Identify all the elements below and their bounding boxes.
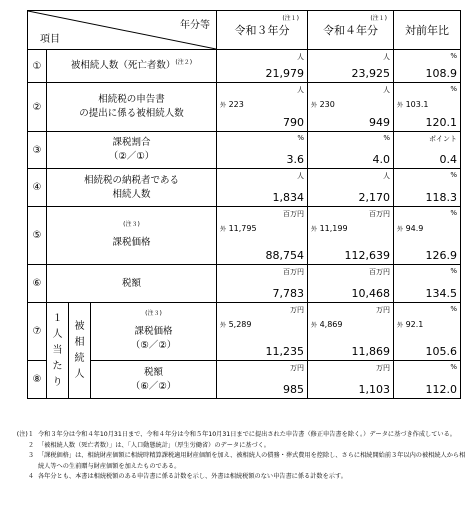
col-header-r3: (注１) 令和３年分 <box>217 11 308 50</box>
row-label: $^{(注3)}$ 課税価格 <box>47 207 217 265</box>
row-number: ⑧ <box>28 361 47 399</box>
value-cell: 万円 外 5,289 11,235 <box>217 303 308 361</box>
value-cell: 百万円 外 11,795 88,754 <box>217 207 308 265</box>
value-cell: 万円 985 <box>217 361 308 399</box>
row-number: ③ <box>28 132 47 169</box>
row-number: ① <box>28 50 47 83</box>
table-row <box>28 265 461 303</box>
value-cell: % 外 94.9 126.9 <box>394 207 461 265</box>
row-number: ⑤ <box>28 207 47 265</box>
heir-label: 被 相 続 人 <box>69 303 91 399</box>
footnote: ３ 「課税価格」は、相続財産価額に相続時精算課税適用財産価額を加え、被相続人の債務・葬式費用を控除し、さらに相続開始前３年以内の被相続人から相続人等への生前贈与財産価額を加えたものである。 <box>27 452 466 470</box>
row-label: $^{(注3)}$ 課税価格 （⑤／②） <box>91 303 217 361</box>
value-cell: % 118.3 <box>394 169 461 207</box>
value-cell: % 3.6 <box>217 132 308 169</box>
value-cell: % 4.0 <box>308 132 394 169</box>
value-cell: % 134.5 <box>394 265 461 303</box>
value-cell: 人 2,170 <box>308 169 394 207</box>
value-cell: ポイント 0.4 <box>394 132 461 169</box>
value-cell: % 108.9 <box>394 50 461 83</box>
table-row <box>28 361 461 399</box>
value-cell: 百万円 7,783 <box>217 265 308 303</box>
value-cell: 人 1,834 <box>217 169 308 207</box>
value-cell: 百万円 10,468 <box>308 265 394 303</box>
value-cell: 人 外 223 790 <box>217 83 308 132</box>
table-row <box>28 83 461 132</box>
col-header-r4: (注１) 令和４年分 <box>308 11 394 50</box>
table-row <box>28 50 461 83</box>
col-header-ratio: 対前年比 <box>394 11 461 50</box>
row-label: 相続税の申告書 の提出に係る被相続人数 <box>47 83 217 132</box>
value-cell: 人 21,979 <box>217 50 308 83</box>
row-label: 課税割合 （②／①） <box>47 132 217 169</box>
value-cell: 人 外 230 949 <box>308 83 394 132</box>
value-cell: 万円 外 4,869 11,869 <box>308 303 394 361</box>
footnote: ２ 「被相続人数（死亡者数）」は、「人口動態統計」（厚生労働省）のデータに基づく。 <box>27 441 270 449</box>
value-cell: 人 23,925 <box>308 50 394 83</box>
inheritance-tax-table <box>27 10 461 399</box>
per-person-label: １ 人 当 た り <box>47 303 69 399</box>
row-number: ⑦ <box>28 303 47 361</box>
row-number: ④ <box>28 169 47 207</box>
header-corner <box>28 11 217 50</box>
value-cell: % 外 92.1 105.6 <box>394 303 461 361</box>
table-row <box>28 207 461 265</box>
table-row <box>28 169 461 207</box>
row-label: 被相続人数（死亡者数）$^{(注2)}$ <box>47 50 217 83</box>
footnote: (注)１ 令和３年分は令和４年10月31日まで、令和４年分は令和５年10月31日までに提出された申告書（修正申告書を除く。）データに基づき作成している。 <box>16 431 456 438</box>
value-cell: 百万円 外 11,199 112,639 <box>308 207 394 265</box>
row-number: ⑥ <box>28 265 47 303</box>
value-cell: % 112.0 <box>394 361 461 399</box>
item-header-label: 項目 <box>40 34 60 45</box>
year-header-label: 年分等 <box>180 20 210 31</box>
row-label: 税額 （⑥／②） <box>91 361 217 399</box>
value-cell: 万円 1,103 <box>308 361 394 399</box>
row-label: 相続税の納税者である 相続人数 <box>47 169 217 207</box>
row-number: ② <box>28 83 47 132</box>
value-cell: % 外 103.1 120.1 <box>394 83 461 132</box>
row-label: 税額 <box>47 265 217 303</box>
table-row <box>28 303 461 361</box>
footnotes <box>6 430 468 483</box>
footnote: ４ 各年分とも、本書は相続税額のある申告書に係る計数を示し、外書は相続税額のない申告書に係る計数を示す。 <box>27 473 347 480</box>
table-row <box>28 132 461 169</box>
